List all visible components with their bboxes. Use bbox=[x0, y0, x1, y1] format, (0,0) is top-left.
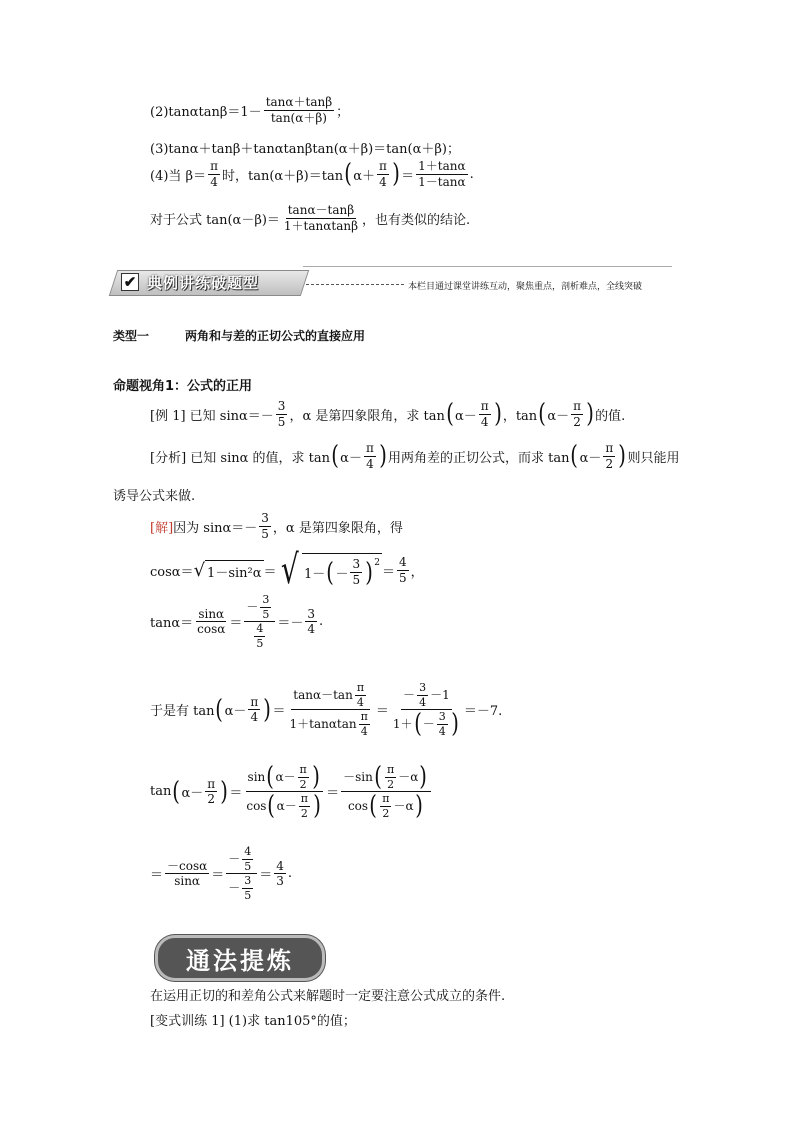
sol-l6-cnm: － bbox=[228, 851, 241, 866]
ex1-frac2 bbox=[479, 400, 491, 428]
variant-exercise: [变式训练 1] (1)求 tan105°的值； bbox=[150, 1014, 356, 1029]
sol-l4-b: α－ bbox=[224, 704, 247, 720]
sol-l5-d2pin: π bbox=[382, 792, 390, 806]
analysis-fn: π bbox=[365, 441, 374, 455]
sol-l1-frac bbox=[259, 512, 271, 540]
paren-open: ( bbox=[446, 399, 454, 430]
ex1-fd: 5 bbox=[277, 414, 286, 429]
sol-l5-n2frac bbox=[385, 764, 396, 790]
sol-l3-cden bbox=[250, 622, 269, 649]
example-1 bbox=[150, 400, 625, 428]
paren-open: ( bbox=[374, 762, 382, 793]
item4-e: . bbox=[469, 166, 474, 182]
paren-close: ) bbox=[493, 399, 502, 430]
sol-l6-cdfrac bbox=[242, 875, 253, 901]
section-banner-title: 典例讲练破题型 bbox=[147, 273, 260, 292]
sol-l6-end: . bbox=[287, 866, 293, 882]
analysis-a: [分析] 已知 sinα 的值，求 tan bbox=[150, 450, 331, 466]
banner-note: 本栏目通过课堂讲练互动，聚焦重点，剖析难点，全线突破 bbox=[408, 282, 643, 292]
analysis-e: 则只能用 bbox=[627, 450, 680, 466]
sol-l6-complex bbox=[226, 846, 257, 901]
analysis-frac1 bbox=[364, 442, 376, 470]
sol-l4-d2fd: 4 bbox=[438, 724, 446, 738]
sol-l5-eq2: ＝ bbox=[326, 786, 340, 802]
analysis-line2: 诱导公式来做. bbox=[113, 489, 196, 504]
paren-open: ( bbox=[326, 557, 335, 588]
method-badge bbox=[155, 935, 325, 981]
sol-l3-cnum bbox=[244, 594, 275, 622]
sol-l2-f2d: 5 bbox=[399, 570, 407, 585]
sol-l5-n1frac bbox=[298, 764, 309, 790]
paren-open: ( bbox=[215, 694, 224, 725]
item4-f2d: 4 bbox=[379, 174, 387, 189]
sol-l3-frac1 bbox=[195, 608, 227, 636]
sqrt-sign-big: √ 1－ ( － $\frac{3}{5}$ ) $^2$ bbox=[280, 547, 381, 593]
paren-close: ) bbox=[379, 441, 387, 472]
sol-l5-alpha2: α－ bbox=[276, 798, 297, 813]
sol-l4-d1 bbox=[287, 710, 373, 737]
paren-open: ( bbox=[331, 441, 339, 472]
sol-l5-n2pid: 2 bbox=[387, 777, 395, 791]
item4-f3d: 1－tanα bbox=[418, 174, 466, 189]
sol-l6-eq: ＝ bbox=[211, 868, 225, 884]
view-heading: 命题视角1：公式的正用 bbox=[113, 379, 253, 394]
sol-l6-cnum bbox=[226, 846, 257, 874]
sol-l2-rad1: 1－sin²α bbox=[205, 560, 263, 581]
sol-l5-cos2: cos bbox=[347, 798, 369, 813]
paren-close: ) bbox=[450, 709, 459, 740]
sqrt-sign: √ 1－sin²α bbox=[193, 559, 262, 581]
ex1-f3d: 2 bbox=[573, 414, 581, 429]
sol-l5-d1 bbox=[244, 791, 324, 822]
analysis-c: 用两角差的正切公式，而求 tan bbox=[388, 450, 570, 466]
sol-l4-n1frac bbox=[355, 682, 366, 708]
sol-l4-d2frac bbox=[437, 711, 448, 737]
solution-line-6 bbox=[150, 846, 292, 901]
paren-open: ( bbox=[172, 776, 181, 807]
sol-l2-frac bbox=[350, 558, 362, 586]
check-icon: ✔ bbox=[121, 273, 139, 291]
sol-l5-bigfrac1 bbox=[244, 762, 324, 822]
sol-l5-d2 bbox=[346, 791, 426, 822]
item4-f1n: π bbox=[210, 159, 218, 173]
sol-l3-frac2 bbox=[305, 608, 317, 636]
paren-close: ) bbox=[365, 557, 374, 588]
sol-l1-fn: 3 bbox=[261, 511, 269, 525]
analysis bbox=[150, 442, 679, 470]
sol-l4-bigfrac1 bbox=[287, 682, 373, 737]
sol-l4-frac bbox=[248, 696, 260, 724]
sol-l5-n1 bbox=[246, 764, 323, 792]
sol-l5-pi2b: －α bbox=[393, 798, 414, 813]
sol-l4-d2 bbox=[391, 709, 462, 740]
sol-l2-fn: 3 bbox=[352, 557, 361, 572]
sol-l6-cnd: 5 bbox=[244, 859, 252, 873]
paren-close: ) bbox=[220, 776, 229, 807]
sol-l6-cdd: 5 bbox=[244, 888, 252, 902]
analysis-fd: 4 bbox=[366, 456, 374, 471]
formula-item-2 bbox=[150, 96, 349, 124]
solution-tag: [解] bbox=[150, 520, 174, 536]
paren-close: ) bbox=[618, 441, 627, 472]
item4-a: (4)当 β＝ bbox=[150, 168, 207, 184]
sol-l6-fn: －cosα bbox=[167, 858, 208, 873]
similar-b: ，也有类似的结论. bbox=[362, 212, 471, 228]
method-badge-text: 通法提炼 bbox=[186, 946, 294, 975]
analysis-frac2 bbox=[603, 442, 615, 470]
sol-l5-n1pin: π bbox=[299, 763, 307, 776]
sol-l3-f2d: 4 bbox=[307, 622, 316, 637]
similar-a: 对于公式 tan(α－β)＝ bbox=[150, 212, 280, 228]
sol-l5-d1pin: π bbox=[300, 792, 308, 806]
sol-l2-frac2 bbox=[397, 556, 409, 584]
sol-l3-f2n: 3 bbox=[307, 606, 316, 621]
sol-l5-negsin: －sin bbox=[343, 769, 373, 784]
sol-l5-b: α－ bbox=[181, 786, 204, 802]
sol-l6-cdm: － bbox=[228, 880, 241, 895]
sol-l2-one: 1－ bbox=[304, 567, 326, 582]
sol-l4-d2fn: 3 bbox=[438, 710, 446, 724]
ex1-e: α－ bbox=[547, 408, 570, 424]
sol-l2-sq: 2 bbox=[374, 558, 381, 569]
sol-l4-n2fn: 3 bbox=[419, 681, 427, 694]
item4-f3n: 1＋tanα bbox=[418, 159, 466, 173]
sol-l4-n2 bbox=[401, 682, 452, 710]
sol-l3-eq2: ＝－ bbox=[277, 616, 304, 632]
analysis-d: α－ bbox=[579, 450, 602, 466]
type-title: 两角和与差的正切公式的直接应用 bbox=[185, 329, 366, 343]
sol-l4-d2m: － bbox=[422, 716, 435, 731]
similar-conclusion bbox=[150, 204, 470, 232]
sol-l5-fd: 2 bbox=[207, 792, 216, 807]
ex1-d: ，tan bbox=[502, 408, 538, 424]
sol-l5-a: tan bbox=[150, 784, 172, 800]
paren-close: ) bbox=[312, 762, 320, 793]
ex1-b: ，α 是第四象限角，求 tan bbox=[289, 408, 445, 424]
item2-fraction bbox=[264, 96, 334, 124]
sol-l2-a: cosα＝ bbox=[150, 564, 194, 580]
sol-l6-cnn: 4 bbox=[244, 845, 252, 858]
sol-l5-d2frac bbox=[380, 793, 391, 819]
sol-l4-fd: 4 bbox=[250, 710, 259, 725]
item4-b: 时，tan(α＋β)＝tan bbox=[221, 168, 344, 184]
sol-l6-f2n: 4 bbox=[276, 858, 284, 873]
item4-f2n: π bbox=[379, 159, 387, 173]
ex1-f3n: π bbox=[573, 399, 582, 413]
sol-l4-n2fd: 4 bbox=[419, 695, 427, 709]
sol-l5-d1frac bbox=[299, 793, 310, 819]
item2-lhs: (2)tanαtanβ＝1－ bbox=[150, 104, 262, 120]
item4-frac3 bbox=[416, 160, 467, 188]
sol-l4-d1-text: 1＋tanαtan bbox=[289, 716, 357, 731]
item4-frac1 bbox=[208, 160, 220, 188]
sol-l3-cnfrac bbox=[260, 594, 271, 620]
paren-close: ) bbox=[419, 762, 428, 793]
sol-l5-pi2: －α bbox=[398, 769, 419, 784]
sol-l6-cnfrac bbox=[242, 846, 253, 872]
sol-l6-cdn: 3 bbox=[244, 874, 252, 888]
sol-l4-fn: π bbox=[250, 694, 259, 709]
item4-f1d: 4 bbox=[210, 174, 218, 189]
section-banner-content bbox=[115, 270, 259, 294]
sol-l6-f2d: 3 bbox=[276, 874, 284, 889]
sol-l6-cden bbox=[226, 874, 257, 901]
ex1-c: α－ bbox=[455, 408, 477, 424]
ex1-frac1 bbox=[276, 400, 288, 428]
sol-l5-cos: cos bbox=[246, 798, 267, 813]
sol-l4-eq: ＝ bbox=[272, 704, 286, 720]
sol-l1-b: ，α 是第四象限角，得 bbox=[272, 520, 403, 536]
item4-c: α＋ bbox=[353, 168, 376, 184]
sol-l3-cdd: 5 bbox=[256, 636, 264, 650]
item2-tail: ； bbox=[336, 104, 350, 120]
sol-l4-bigfrac2 bbox=[391, 681, 462, 740]
similar-fraction bbox=[282, 204, 360, 232]
analysis-f2d: 2 bbox=[605, 456, 614, 471]
ex1-f2n: π bbox=[480, 399, 489, 413]
sol-l3-eq: ＝ bbox=[229, 616, 243, 632]
sol-l6-a: ＝ bbox=[150, 868, 164, 884]
sol-l3-cnn: 3 bbox=[262, 593, 270, 606]
sol-l3-fd: cosα bbox=[197, 622, 226, 637]
formula-item-4 bbox=[150, 160, 474, 188]
sol-l4-n2a: － bbox=[403, 687, 416, 702]
sol-l3-cnd: 5 bbox=[262, 607, 270, 621]
analysis-b: α－ bbox=[340, 450, 362, 466]
paren-open: ( bbox=[369, 791, 377, 822]
paren-close: ) bbox=[414, 791, 423, 822]
item4-frac2 bbox=[377, 160, 389, 188]
item4-d: ＝ bbox=[401, 168, 415, 184]
analysis-f2n: π bbox=[605, 441, 614, 455]
paren-open: ( bbox=[266, 762, 275, 793]
sol-l5-sin: sin bbox=[247, 769, 266, 784]
sol-l3-a: tanα＝ bbox=[150, 616, 194, 632]
sol-l4-d1fn: π bbox=[360, 710, 368, 724]
sol-l5-alpha: α－ bbox=[275, 769, 296, 784]
ex1-f: 的值. bbox=[595, 408, 626, 424]
banner-top-rule bbox=[303, 266, 672, 267]
sol-l5-frac bbox=[205, 778, 217, 806]
sol-l4-n1fd: 4 bbox=[356, 695, 364, 709]
sol-l3-cnm: － bbox=[246, 599, 259, 614]
sol-l4-n2b: －1 bbox=[430, 687, 450, 702]
ex1-frac3 bbox=[571, 400, 583, 428]
method-text: 在运用正切的和差角公式来解题时一定要注意公式成立的条件. bbox=[150, 989, 506, 1004]
sol-l5-n1pid: 2 bbox=[299, 777, 307, 791]
solution-line-5 bbox=[150, 762, 433, 822]
sol-l5-n2pin: π bbox=[387, 763, 395, 776]
sol-l4-a: 于是有 tan bbox=[150, 704, 215, 720]
sol-l5-n2 bbox=[341, 764, 430, 792]
sol-l4-n2frac bbox=[417, 682, 428, 708]
sol-l1-a: 因为 sinα＝－ bbox=[173, 520, 258, 536]
paren-close: ) bbox=[313, 791, 321, 822]
paren-close: ) bbox=[392, 159, 400, 190]
ex1-fn: 3 bbox=[277, 399, 286, 413]
formula-item-3: (3)tanα＋tanβ＋tanαtanβtan(α＋β)＝tan(α＋β)； bbox=[150, 142, 460, 157]
sol-l2-end: ， bbox=[410, 564, 424, 580]
sol-l2-eq2: ＝ bbox=[382, 564, 396, 580]
solution-line-3 bbox=[150, 594, 323, 649]
sol-l3-cdn: 4 bbox=[256, 622, 264, 636]
solution-line-1 bbox=[150, 512, 403, 540]
sol-l2-fd: 5 bbox=[352, 573, 361, 587]
paren-open: ( bbox=[413, 709, 422, 740]
sol-l6-fd: sinα bbox=[174, 874, 201, 889]
paren-close: ) bbox=[263, 694, 272, 725]
type-label: 类型一 bbox=[113, 329, 150, 343]
sol-l4-n1fn: π bbox=[356, 681, 365, 694]
sol-l5-d1pid: 2 bbox=[300, 806, 308, 820]
item2-numerator: tanα＋tanβ bbox=[265, 95, 333, 109]
sol-l3-complex-frac bbox=[244, 594, 275, 649]
sol-l4-n1-text: tanα－tan bbox=[293, 687, 353, 702]
sol-l5-eq: ＝ bbox=[229, 786, 243, 802]
sol-l2-f2n: 4 bbox=[399, 554, 407, 569]
sol-l6-eq2: ＝ bbox=[259, 868, 273, 884]
sol-l5-d2pid: 2 bbox=[382, 806, 390, 820]
sol-l5-fn: π bbox=[207, 776, 216, 791]
similar-den: 1＋tanαtanβ bbox=[283, 218, 359, 233]
sol-l5-bigfrac2 bbox=[341, 762, 430, 822]
paren-open: ( bbox=[538, 399, 547, 430]
sol-l6-frac2 bbox=[274, 860, 286, 888]
paren-close: ) bbox=[586, 399, 594, 430]
banner-dashed-rule bbox=[306, 284, 404, 285]
sol-l3-end: . bbox=[319, 614, 324, 630]
sol-l2-eq: ＝ bbox=[263, 564, 277, 580]
paren-open: ( bbox=[570, 441, 579, 472]
item2-denominator: tan(α＋β) bbox=[270, 110, 327, 125]
sol-l6-frac1 bbox=[165, 860, 209, 888]
ex1-a: [例 1] 已知 sinα＝－ bbox=[150, 408, 274, 424]
sol-l2-radicand bbox=[302, 553, 382, 586]
solution-line-4 bbox=[150, 681, 503, 740]
solution-line-2 bbox=[150, 547, 424, 593]
sol-l4-res: ＝－7. bbox=[463, 704, 503, 720]
sol-l4-d2a: 1＋ bbox=[392, 716, 413, 731]
sol-l3-cdfrac bbox=[254, 623, 265, 649]
ex1-f2d: 4 bbox=[480, 414, 489, 429]
sol-l4-eq2: ＝ bbox=[375, 704, 389, 720]
sol-l1-fd: 5 bbox=[261, 526, 269, 541]
sol-l3-fn: sinα bbox=[198, 606, 225, 621]
sol-l4-d1frac bbox=[359, 711, 370, 737]
paren-open: ( bbox=[267, 791, 276, 822]
sol-l4-n1 bbox=[291, 682, 370, 710]
similar-num: tanα－tanβ bbox=[287, 203, 355, 217]
paren-open: ( bbox=[344, 159, 352, 190]
sol-l4-d1fd: 4 bbox=[360, 724, 368, 738]
sol-l2-minus: － bbox=[335, 567, 349, 582]
